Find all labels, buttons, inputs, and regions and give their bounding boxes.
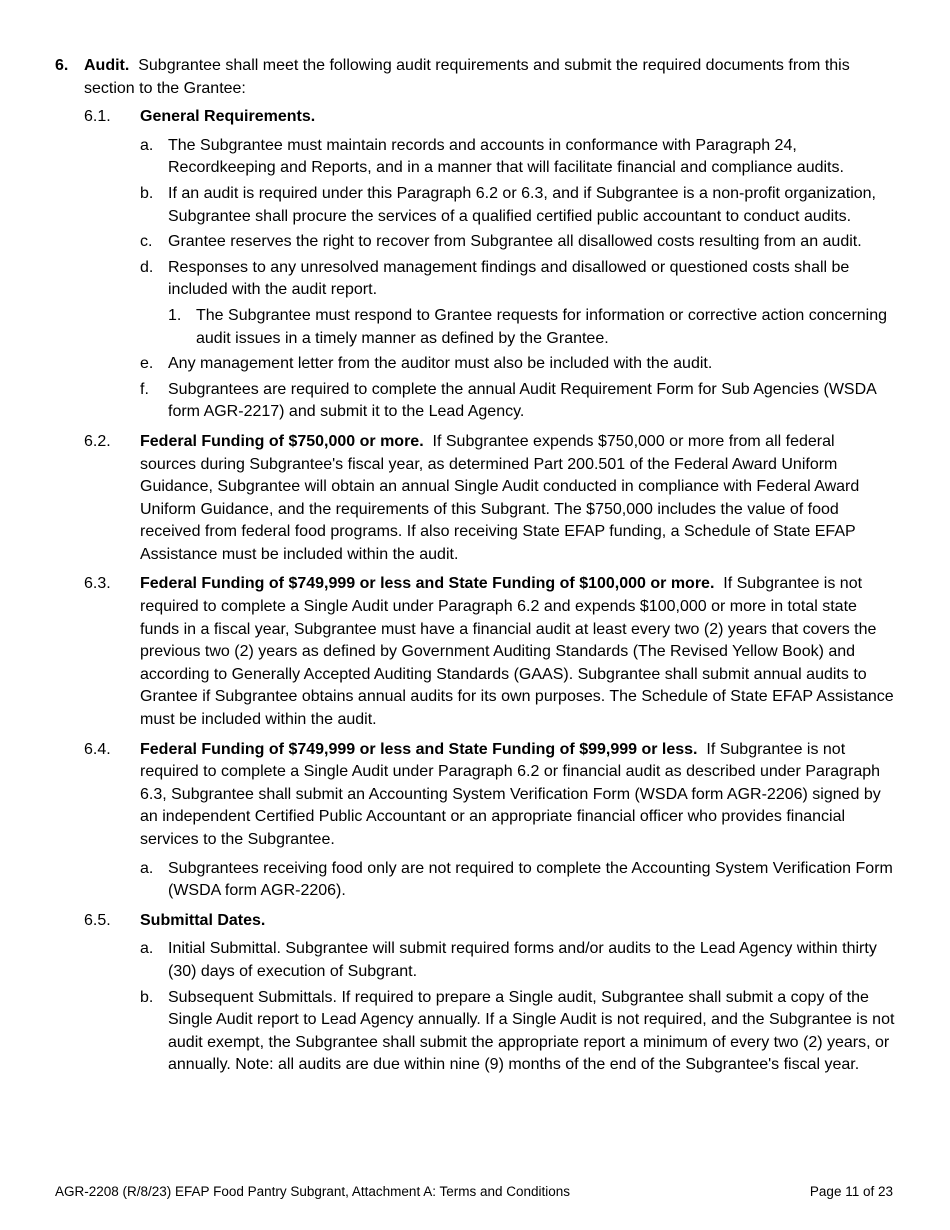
list-item bbox=[55, 987, 895, 1077]
list-item bbox=[55, 379, 895, 424]
subsection-title: Federal Funding of $749,999 or less and State Funding of $100,000 or more. bbox=[140, 575, 715, 593]
subsection-title: Federal Funding of $749,999 or less and State Funding of $99,999 or less. bbox=[140, 740, 698, 758]
subsection-title: Federal Funding of $750,000 or more. bbox=[140, 432, 424, 450]
item-letter: b. bbox=[140, 988, 154, 1006]
subsection-number: 6.1. bbox=[84, 108, 111, 126]
item-letter: e. bbox=[140, 355, 154, 373]
list-subitem bbox=[55, 305, 895, 350]
list-item bbox=[55, 938, 895, 983]
item-letter: c. bbox=[140, 233, 153, 251]
item-text: Responses to any unresolved management findings and disallowed or questioned costs shall be included with the audit report. bbox=[168, 258, 850, 299]
item-text: Subgrantees are required to complete the annual Audit Requirement Form for Sub Agencies (WSDA form AGR-2217) and submit it to the Lead Agency. bbox=[168, 380, 876, 421]
subsection-6-5 bbox=[55, 910, 895, 933]
list-item bbox=[55, 257, 895, 302]
item-text: Subgrantees receiving food only are not required to complete the Accounting System Verification Form (WSDA form AGR-2206). bbox=[168, 859, 893, 900]
item-letter: a. bbox=[140, 859, 154, 877]
item-letter: b. bbox=[140, 184, 154, 202]
item-number: 1. bbox=[168, 306, 182, 324]
item-letter: d. bbox=[140, 258, 154, 276]
footer-document-id: AGR-2208 (R/8/23) EFAP Food Pantry Subgrant, Attachment A: Terms and Conditions bbox=[55, 1184, 571, 1199]
item-text: Grantee reserves the right to recover from Subgrantee all disallowed costs resulting from an audit. bbox=[168, 233, 862, 251]
list-item bbox=[55, 353, 895, 376]
subsection-6-1 bbox=[55, 106, 895, 129]
page-footer bbox=[55, 1183, 893, 1201]
list-item bbox=[55, 231, 895, 254]
item-text: Initial Submittal. Subgrantee will submit required forms and/or audits to the Lead Agency within thirty (30) days of execution of Subgrant. bbox=[168, 940, 877, 980]
item-letter: f. bbox=[140, 380, 149, 398]
subsection-text: If Subgrantee is not required to complete a Single Audit under Paragraph 6.2 and expends $100,000 or more in total state funds in a fiscal year, Subgrantee must have a financial audit at least every two (2) years that covers the previous two (2) years as defined by Government Auditing Standards (The Revised Yellow Book) and according to Generally Accepted Auditing Standards (GAAS). Subgrantee shall submit annual audits to Grantee if Subgrantee obtains annual audits for its own purposes. The Schedule of State EFAP Assistance must be included within the audit. bbox=[140, 575, 894, 729]
section-text: Subgrantee shall meet the following audit requirements and submit the required documents from this section to the Grantee: bbox=[84, 57, 850, 97]
subsection-text: If Subgrantee expends $750,000 or more from all federal sources during Subgrantee's fiscal year, as determined Part 200.501 of the Federal Award Uniform Guidance, Subgrantee will obtain an annual Single Audit conducted in compliance with Federal Award Uniform Guidance, and the requirements of this Subgrant. The $750,000 includes the value of food received from federal food programs. If also receiving State EFAP funding, a Schedule of State EFAP Assistance must be included within the audit. bbox=[140, 432, 860, 563]
list-item bbox=[55, 135, 895, 180]
subsection-title: Submittal Dates. bbox=[140, 911, 266, 929]
item-letter: a. bbox=[140, 136, 154, 154]
document-body bbox=[55, 55, 895, 1080]
item-text: The Subgrantee must respond to Grantee requests for information or corrective action concerning audit issues in a timely manner as defined by the Grantee. bbox=[196, 306, 888, 347]
list-item bbox=[55, 183, 895, 228]
item-letter: a. bbox=[140, 940, 154, 958]
item-text: If an audit is required under this Paragraph 6.2 or 6.3, and if Subgrantee is a non-profit organization, Subgrantee shall procure the services of a qualified certified public accountant to conduct audits. bbox=[168, 184, 876, 225]
list-item bbox=[55, 858, 895, 903]
subsection-6-2 bbox=[55, 431, 895, 567]
subsection-number: 6.3. bbox=[84, 575, 111, 593]
subsection-text: If Subgrantee is not required to complete a Single Audit under Paragraph 6.2 or financial audit as described under Paragraph 6.3, Subgrantee shall submit an Accounting System Verification Form (WSDA form AGR-2206) signed by an independent Certified Public Accountant or an appropriate financial officer who provides financial services to the Subgrantee. bbox=[140, 740, 881, 848]
item-text: Subsequent Submittals. If required to prepare a Single audit, Subgrantee shall submit a copy of the Single Audit report to Lead Agency annually. If a Single Audit is not required, and the Subgrantee is not audit exempt, the Subgrantee shall submit the appropriate report a minimum of every two (2) years, or annually. Note: all audits are due within nine (9) months of the end of the Subgrantee's fiscal year. bbox=[168, 988, 895, 1074]
item-text: Any management letter from the auditor must also be included with the audit. bbox=[168, 355, 713, 373]
section-title: Audit. bbox=[84, 57, 130, 74]
subsection-number: 6.4. bbox=[84, 740, 111, 758]
subsection-number: 6.2. bbox=[84, 432, 111, 450]
item-text: The Subgrantee must maintain records and accounts in conformance with Paragraph 24, Recordkeeping and Reports, and in a manner that will facilitate financial and compliance audits. bbox=[168, 136, 844, 177]
subsection-number: 6.5. bbox=[84, 911, 111, 929]
section-number: 6. bbox=[55, 57, 69, 74]
subsection-6-4 bbox=[55, 739, 895, 852]
section-6 bbox=[55, 55, 895, 100]
subsection-title: General Requirements. bbox=[140, 108, 316, 126]
footer-page-number: Page 11 of 23 bbox=[809, 1184, 893, 1199]
subsection-6-3 bbox=[55, 573, 895, 731]
